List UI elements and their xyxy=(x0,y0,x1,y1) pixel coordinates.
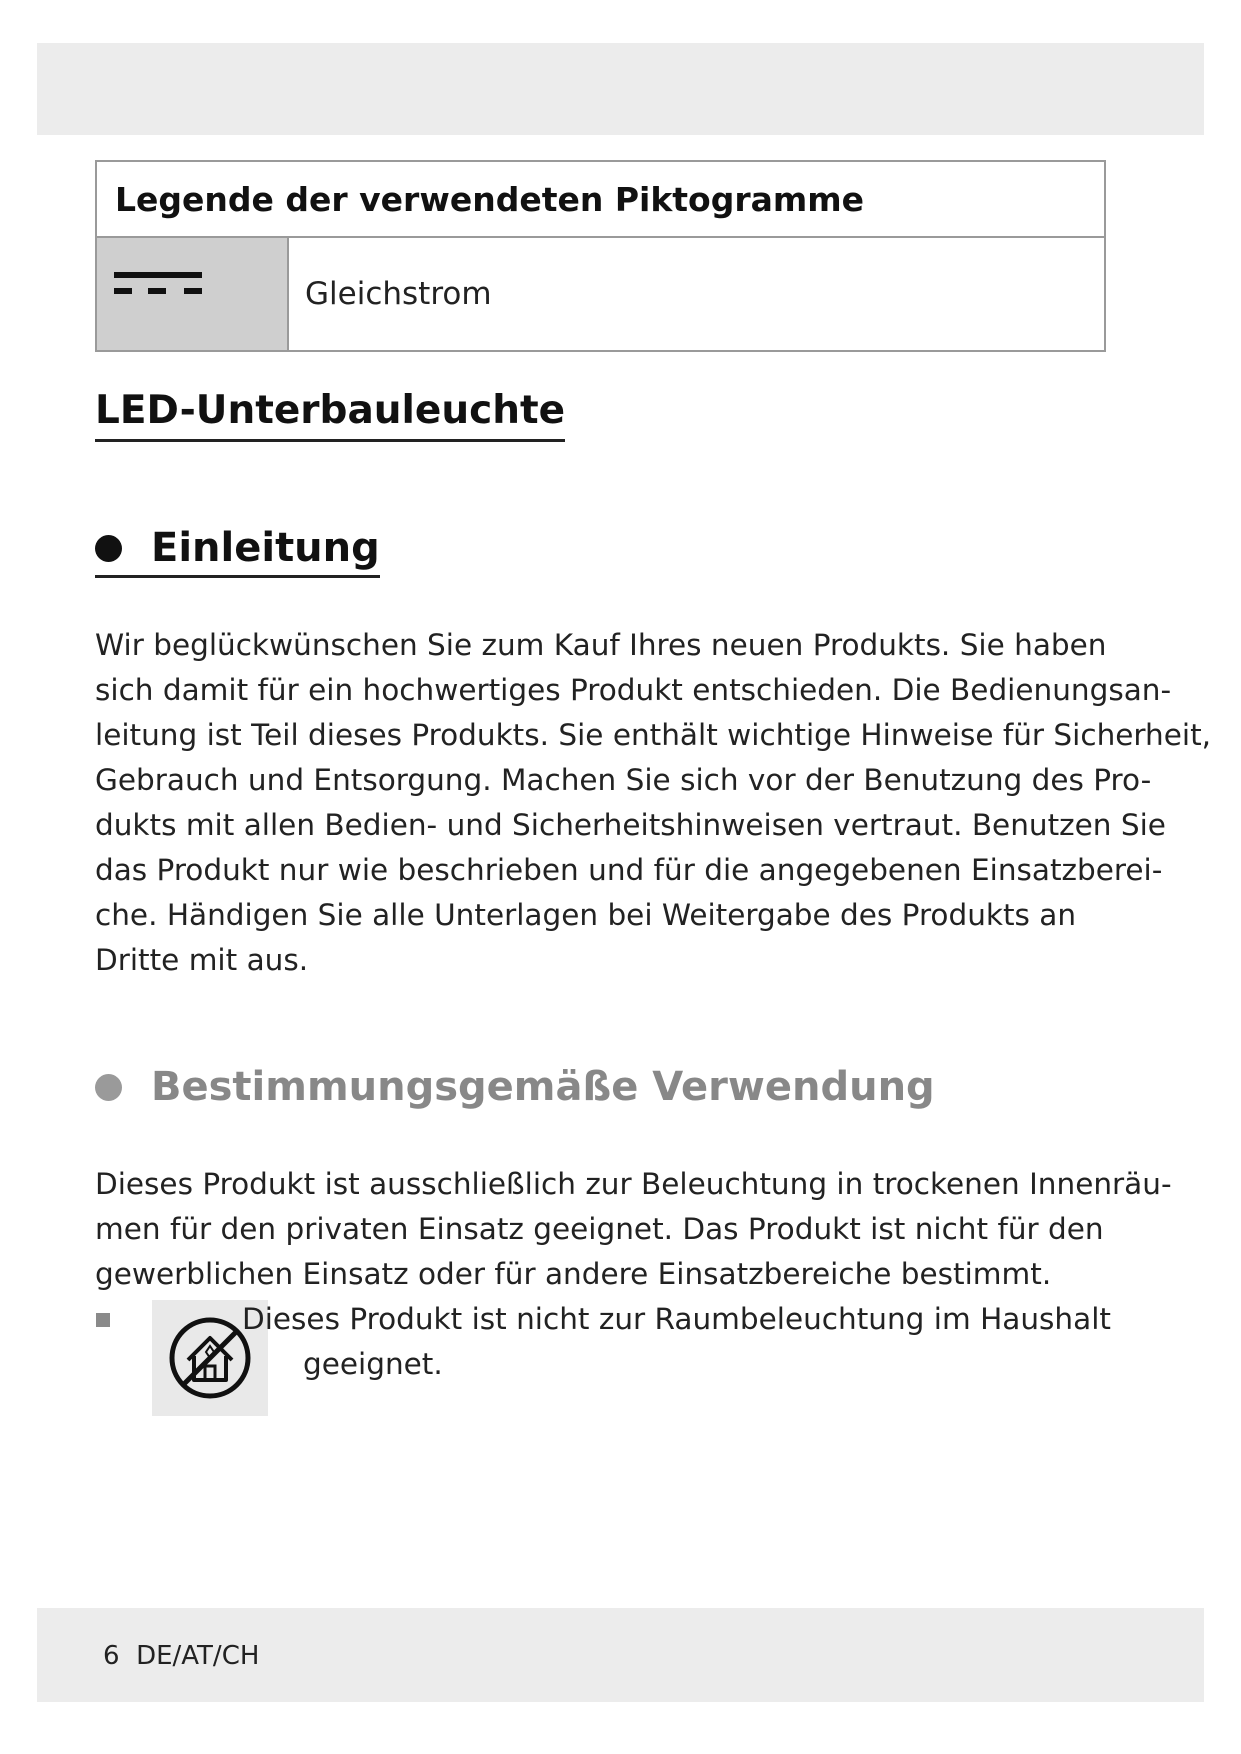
pictogram-legend-table xyxy=(95,160,1106,352)
legend-heading: Legende der verwendeten Piktogramme xyxy=(97,162,1104,238)
legend-label: Gleichstrom xyxy=(305,276,492,312)
paragraph-line: Dritte mit aus. xyxy=(95,943,309,977)
section-heading-einleitung xyxy=(95,525,380,578)
section-bullet-icon xyxy=(95,535,122,562)
paragraph-line: leitung ist Teil dieses Produkts. Sie enthält wichtige Hinweise für Sicherheit, xyxy=(95,718,1212,752)
paragraph-line: Dieses Produkt ist ausschließlich zur Beleuchtung in trockenen Innenräu- xyxy=(95,1167,1172,1201)
paragraph-line: dukts mit allen Bedien- und Sicherheitshinweisen vertraut. Benutzen Sie xyxy=(95,808,1166,842)
paragraph-line: das Produkt nur wie beschrieben und für die angegebenen Einsatzberei- xyxy=(95,853,1163,887)
header-band xyxy=(37,43,1204,135)
intended-use-paragraph xyxy=(95,1162,1172,1297)
paragraph-line: Gebrauch und Entsorgung. Machen Sie sich vor der Benutzung des Pro- xyxy=(95,763,1152,797)
paragraph-line: men für den privaten Einsatz geeignet. Das Produkt ist nicht für den xyxy=(95,1212,1104,1246)
paragraph-line: gewerblichen Einsatz oder für andere Einsatzbereiche bestimmt. xyxy=(95,1257,1052,1291)
section-heading-text: Einleitung xyxy=(151,525,380,571)
section-bullet-icon xyxy=(95,1074,122,1101)
section-heading-text: Bestimmungsgemäße Verwendung xyxy=(151,1064,935,1110)
intro-paragraph xyxy=(95,623,1212,983)
paragraph-line: che. Händigen Sie alle Unterlagen bei Weitergabe des Produkts an xyxy=(95,898,1077,932)
language-codes: DE/AT/CH xyxy=(136,1641,260,1671)
legend-row xyxy=(97,238,1104,350)
section-heading-verwendung xyxy=(95,1064,935,1110)
direct-current-icon xyxy=(97,238,289,350)
note-item xyxy=(242,1297,1111,1387)
square-bullet-icon xyxy=(96,1313,110,1327)
paragraph-line: sich damit für ein hochwertiges Produkt entschieden. Die Bedienungsan- xyxy=(95,673,1172,707)
note-line: Dieses Produkt ist nicht zur Raumbeleuchtung im Haushalt xyxy=(242,1302,1111,1336)
note-line: geeignet. xyxy=(303,1347,443,1381)
product-title: LED-Unterbauleuchte xyxy=(95,388,565,442)
page-number: 6 xyxy=(103,1641,120,1671)
paragraph-line: Wir beglückwünschen Sie zum Kauf Ihres neuen Produkts. Sie haben xyxy=(95,628,1107,662)
page-footer xyxy=(103,1641,259,1671)
